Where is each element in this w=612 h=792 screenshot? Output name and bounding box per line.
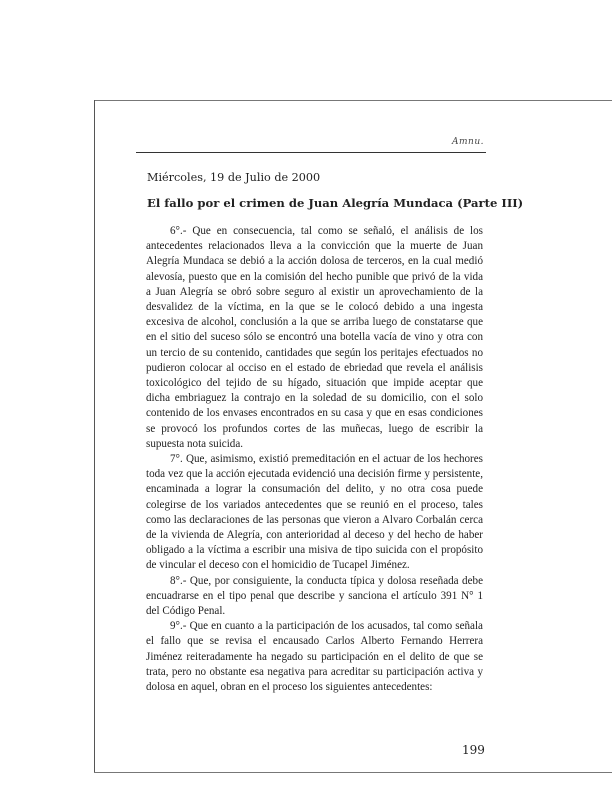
running-head: Amnu. [452, 137, 484, 147]
page-border-top [94, 100, 612, 101]
paragraph-8: 8°.- Que, por consiguiente, la conducta típica y dolosa reseñada debe encuadrarse en el tipo penal que describe y sanciona el artículo 391 N° 1 del Código Penal. [146, 574, 483, 618]
page-border-bottom [94, 772, 612, 773]
paragraph-6: 6°.- Que en consecuencia, tal como se señaló, el análisis de los antecedentes relacionados lleva a la convicción que la muerte de Juan Alegría Mundaca se debió a la acción dolosa de terceros, en la cual medió alevosía, puesto que en la comisión del hecho punible que privó de la vida a Juan Alegría se obró sobre seguro al existir un aprovechamiento de la desvalidez de la víctima, en la que se le colocó debido a una ingesta excesiva de alcohol, conclusión a la que se arriba luego de constatarse que en el sitio del suceso sólo se encontró una botella vacía de vino y otra con un tercio de su contenido, cantidades que según los peritajes efectuados no pudieron colocar al occiso en el estado de ebriedad que revela el análisis toxicológico del tejido de su hígado, situación que impide aceptar que dicha embriaguez la contrajo en la soledad de su domicilio, con el solo contenido de los envases encontrados en su casa y que en esas condiciones se provocó los profundos cortes de las muñecas, luego de escribir la supuesta nota suicida. [146, 225, 483, 450]
page-number: 199 [462, 743, 485, 757]
article-body [146, 224, 483, 695]
article-title: El fallo por el crimen de Juan Alegría Mundaca (Parte III) [147, 196, 524, 210]
article-date: Miércoles, 19 de Julio de 2000 [147, 171, 321, 184]
page-border-left [94, 100, 95, 772]
paragraph-9: 9°.- Que en cuanto a la participación de los acusados, tal como señala el fallo que se revisa el encausado Carlos Alberto Fernando Herrera Jiménez reiteradamente ha negado su participación en el delito de que se trata, pero no obstante esa negativa para acreditar su participación activa y dolosa en aquel, obran en el proceso los siguientes antecedentes: [146, 620, 483, 694]
paragraph-7: 7°. Que, asimismo, existió premeditación en el actuar de los hechores toda vez que la acción ejecutada evidenció una decisión firme y persistente, encaminada a lograr la consumación del delito, y no otra cosa puede colegirse de los variados antecedentes que se reunió en el proceso, tales como las declaraciones de las personas que vieron a Alvaro Corbalán cerca de la vivienda de Alegría, con anterioridad al deceso y del hecho de haber obligado a la víctima a escribir una misiva de tipo suicida con el propósito de vincular el deceso con el homicidio de Tucapel Jiménez. [146, 453, 483, 572]
header-rule [136, 152, 486, 153]
